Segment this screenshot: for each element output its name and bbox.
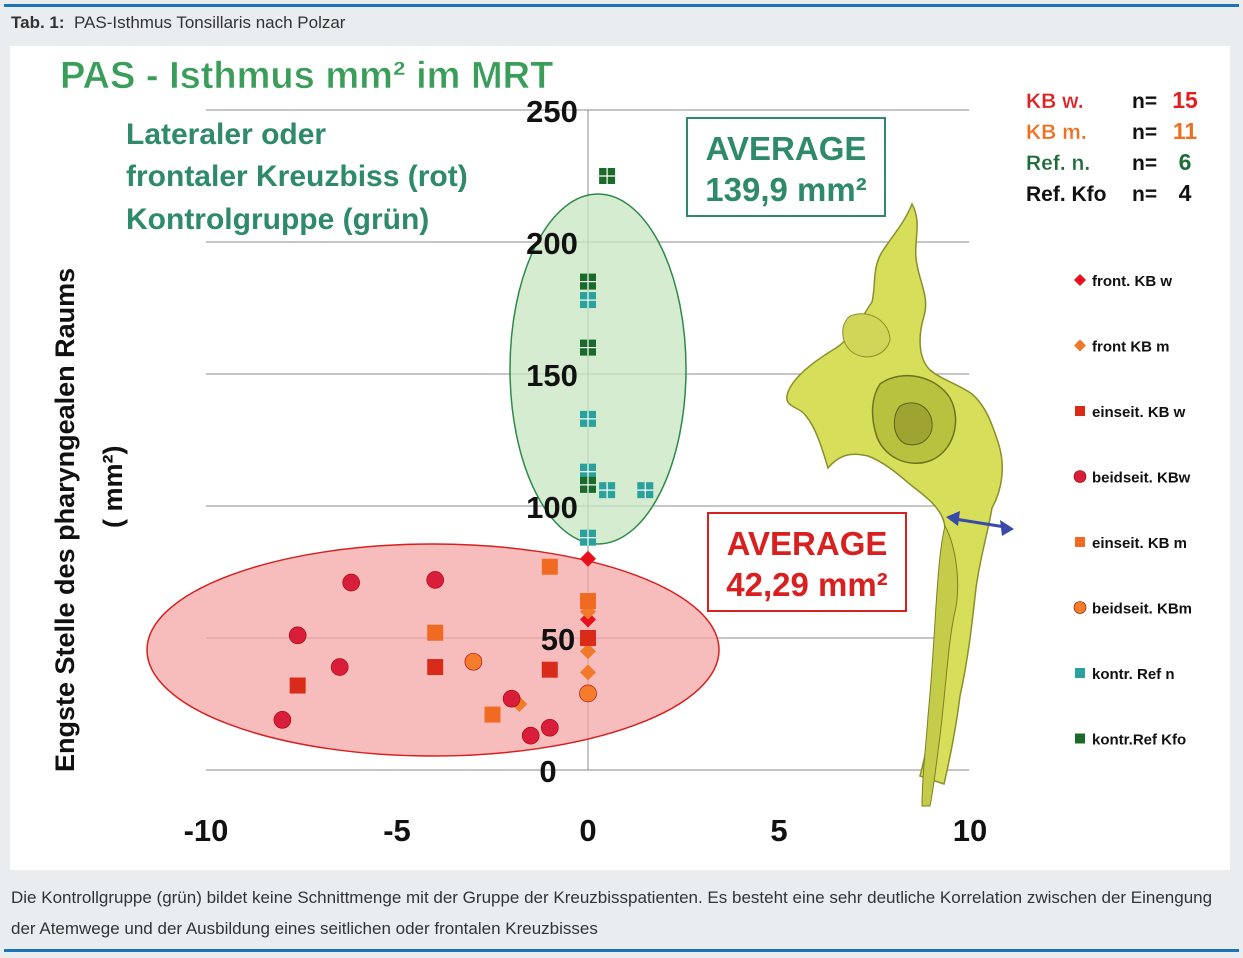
legend-label: kontr.Ref Kfo [1092,731,1187,749]
figure-note: Die Kontrollgruppe (grün) bildet keine Schnittmenge mit der Gruppe der Kreuzbisspatienten. Es besteht eine sehr deutliche Korrelation zwischen der Einengung der Atemwege und der Ausbildung eines seitlichen oder frontalen Kreuzbisses [11,888,1213,938]
data-point [465,653,482,670]
chart-subtitle-line-3: Kontrolgruppe (grün) [126,203,430,236]
scatter-chart [10,46,1230,870]
data-point [580,630,596,646]
y-tick-label: 250 [526,94,578,129]
data-point [427,571,444,588]
legend-marker [1075,668,1085,678]
data-point [343,574,360,591]
x-tick-label: -10 [183,813,229,848]
legend-label: einseit. KB w [1092,404,1186,421]
chart-title: PAS - Isthmus mm² im MRT [60,55,554,97]
y-tick-label: 50 [540,622,576,657]
data-point [274,711,291,728]
green-average-value: 139,9 mm² [705,171,867,208]
legend-marker [1074,274,1086,286]
legend-marker [1075,406,1085,416]
data-point [331,659,348,676]
y-tick-label: 100 [526,490,578,525]
data-point [580,685,597,702]
data-point [290,678,306,694]
x-tick-label: -5 [383,813,411,848]
legend-label: beidseit. KBm [1092,600,1193,618]
legend-marker [1074,602,1086,614]
caption-title: Tab. 1: PAS-Isthmus Tonsillaris nach Polzar [11,13,346,32]
legend-label: kontr. Ref n [1092,666,1175,683]
caption-top-rule [4,4,1239,7]
data-point [485,707,501,723]
count-n-label: n= [1132,152,1158,175]
count-n-label: n= [1132,121,1158,144]
caption-bottom-rule [4,949,1239,952]
legend-marker [1075,537,1085,547]
x-tick-label: 5 [770,813,788,848]
data-point [542,662,558,678]
legend-marker [1074,340,1086,352]
count-group-label: KB w. [1026,90,1084,113]
airway-3d-model-image [787,204,1002,806]
x-tick-label: 0 [579,813,597,848]
data-point [580,593,596,609]
y-axis-label-unit: ( mm²) [98,445,128,528]
count-n-value: 15 [1172,87,1198,113]
legend-label: front KB m [1092,338,1170,356]
chart-subtitle-line-2: frontaler Kreuzbiss (rot) [126,160,468,193]
data-point [541,719,558,736]
count-n-value: 4 [1178,180,1192,206]
data-point [522,727,539,744]
data-point [427,659,443,675]
count-n-label: n= [1132,183,1158,206]
legend-marker [1075,734,1085,744]
count-group-label: KB m. [1026,121,1087,144]
legend-label: front. KB w [1092,273,1172,290]
legend-marker [1074,471,1086,483]
y-tick-label: 200 [526,226,578,261]
count-n-label: n= [1132,90,1158,113]
count-n-value: 6 [1178,149,1192,175]
legend-label: einseit. KB m [1092,535,1188,552]
count-group-label: Ref. Kfo [1026,183,1107,206]
y-tick-label: 0 [539,754,557,789]
x-tick-label: 10 [952,813,988,848]
count-n-value: 11 [1172,118,1198,144]
data-point [427,625,443,641]
green-average-label: AVERAGE [705,130,867,167]
data-point [542,559,558,575]
data-point [503,690,520,707]
legend-label: beidseit. KBw [1092,469,1191,487]
red-average-label: AVERAGE [726,525,888,562]
y-tick-label: 150 [526,358,578,393]
count-group-label: Ref. n. [1026,152,1091,175]
red-average-value: 42,29 mm² [726,566,888,603]
chart-subtitle-line-1: Lateraler oder [126,118,327,151]
y-axis-label: Engste Stelle des pharyngealen Raums [50,267,80,772]
data-point [289,627,306,644]
figure-panel [10,46,1230,870]
